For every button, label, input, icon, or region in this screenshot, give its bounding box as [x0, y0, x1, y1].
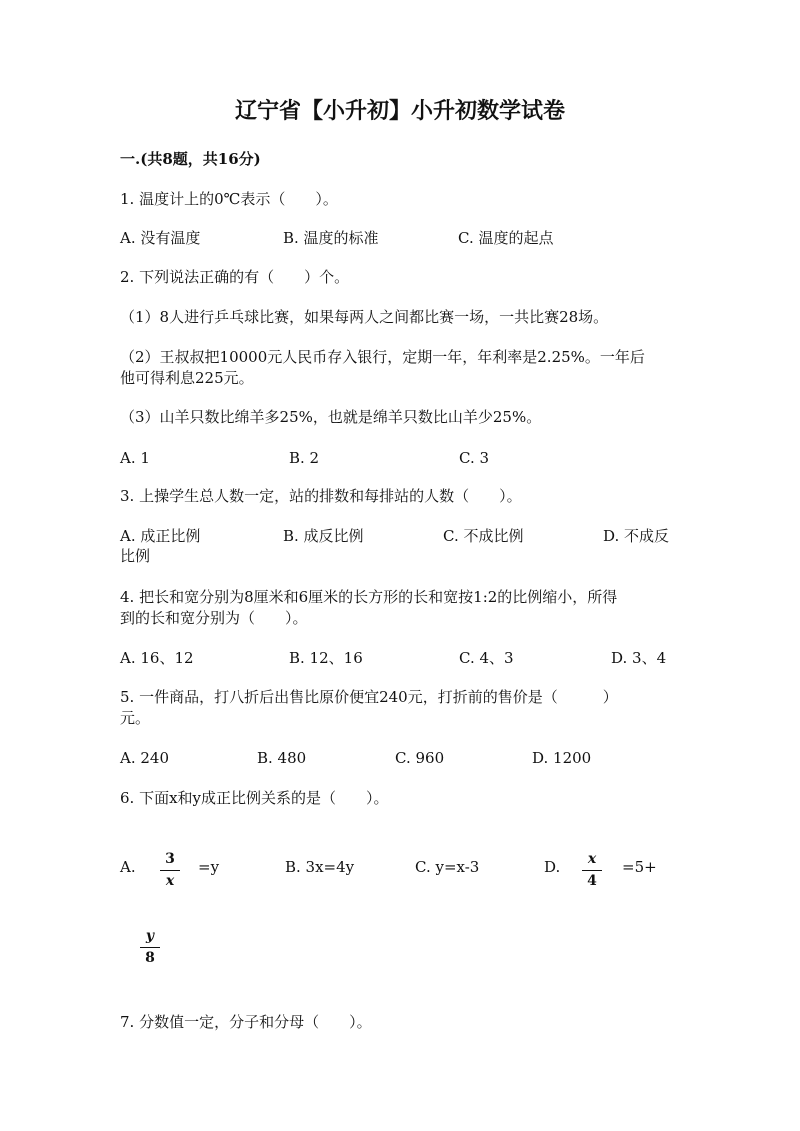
- fraction-numerator: x: [587, 851, 597, 867]
- question-2-option-b: B. 2: [289, 449, 320, 467]
- question-6-option-c: C. y=x-3: [415, 858, 480, 876]
- fraction-bar: [582, 870, 602, 871]
- question-4-stem-line-2: 到的长和宽分别为（ ）。: [120, 609, 308, 627]
- question-4-option-b: B. 12、16: [289, 649, 363, 667]
- question-4-stem-line-1: 4. 把长和宽分别为8厘米和6厘米的长方形的长和宽按1:2的比例缩小，所得: [120, 588, 618, 606]
- question-2-statement-2-cont: 他可得利息225元。: [120, 369, 254, 387]
- question-2-statement-1: （1）8人进行乒乓球比赛，如果每两人之间都比赛一场，一共比赛28场。: [120, 308, 609, 326]
- question-6-option-d-fraction: [582, 852, 602, 891]
- question-3-option-d-cont: 比例: [120, 547, 151, 565]
- question-7-stem: 7. 分数值一定，分子和分母（ ）。: [120, 1013, 372, 1031]
- question-3-option-c: C. 不成比例: [443, 527, 524, 545]
- question-2-option-a: A. 1: [120, 449, 150, 467]
- fraction-bar: [160, 870, 180, 871]
- question-6-option-a-label: A.: [120, 858, 136, 876]
- question-6-option-d-fraction-2: [140, 929, 160, 968]
- fraction-denominator: x: [165, 873, 175, 889]
- question-3-option-b: B. 成反比例: [283, 527, 364, 545]
- question-6-option-a-tail: =y: [198, 858, 220, 876]
- question-1-option-a: A. 没有温度: [120, 229, 201, 247]
- question-5-option-a: A. 240: [120, 749, 169, 767]
- fraction-denominator: 8: [145, 950, 155, 966]
- question-4-option-c: C. 4、3: [459, 649, 514, 667]
- question-2-statement-3: （3）山羊只数比绵羊多25%，也就是绵羊只数比山羊少25%。: [120, 408, 542, 426]
- question-5-stem-line-1: 5. 一件商品，打八折后出售比原价便宜240元，打折前的售价是（ ）: [120, 688, 618, 706]
- question-2-stem: 2. 下列说法正确的有（ ）个。: [120, 268, 350, 286]
- question-5-stem-line-2: 元。: [120, 709, 151, 727]
- question-1-option-c: C. 温度的起点: [458, 229, 554, 247]
- question-3-option-d: D. 不成反: [603, 527, 670, 545]
- question-2-option-c: C. 3: [459, 449, 490, 467]
- section-heading: 一.(共8题，共16分): [120, 150, 261, 168]
- question-2-statement-2: （2）王叔叔把10000元人民币存入银行，定期一年，年利率是2.25%。一年后: [120, 348, 645, 366]
- question-4-option-d: D. 3、4: [611, 649, 667, 667]
- question-1-stem: 1. 温度计上的0℃表示（ ）。: [120, 190, 338, 208]
- question-6-option-b: B. 3x=4y: [285, 858, 355, 876]
- fraction-numerator: y: [145, 928, 155, 944]
- question-5-option-b: B. 480: [257, 749, 307, 767]
- question-6-option-d-label: D.: [544, 858, 561, 876]
- question-3-stem: 3. 上操学生总人数一定，站的排数和每排站的人数（ ）。: [120, 487, 522, 505]
- question-6-option-a-fraction: [160, 852, 180, 891]
- question-6-stem: 6. 下面x和y成正比例关系的是（ ）。: [120, 789, 389, 807]
- fraction-bar: [140, 947, 160, 948]
- question-1-option-b: B. 温度的标准: [283, 229, 379, 247]
- question-5-option-c: C. 960: [395, 749, 445, 767]
- fraction-numerator: 3: [165, 851, 175, 867]
- question-5-option-d: D. 1200: [532, 749, 592, 767]
- question-6-option-d-tail: =5+: [622, 858, 657, 876]
- fraction-denominator: 4: [587, 873, 597, 889]
- page-title: 辽宁省【小升初】小升初数学试卷: [234, 98, 565, 124]
- question-4-option-a: A. 16、12: [120, 649, 194, 667]
- question-3-option-a: A. 成正比例: [120, 527, 201, 545]
